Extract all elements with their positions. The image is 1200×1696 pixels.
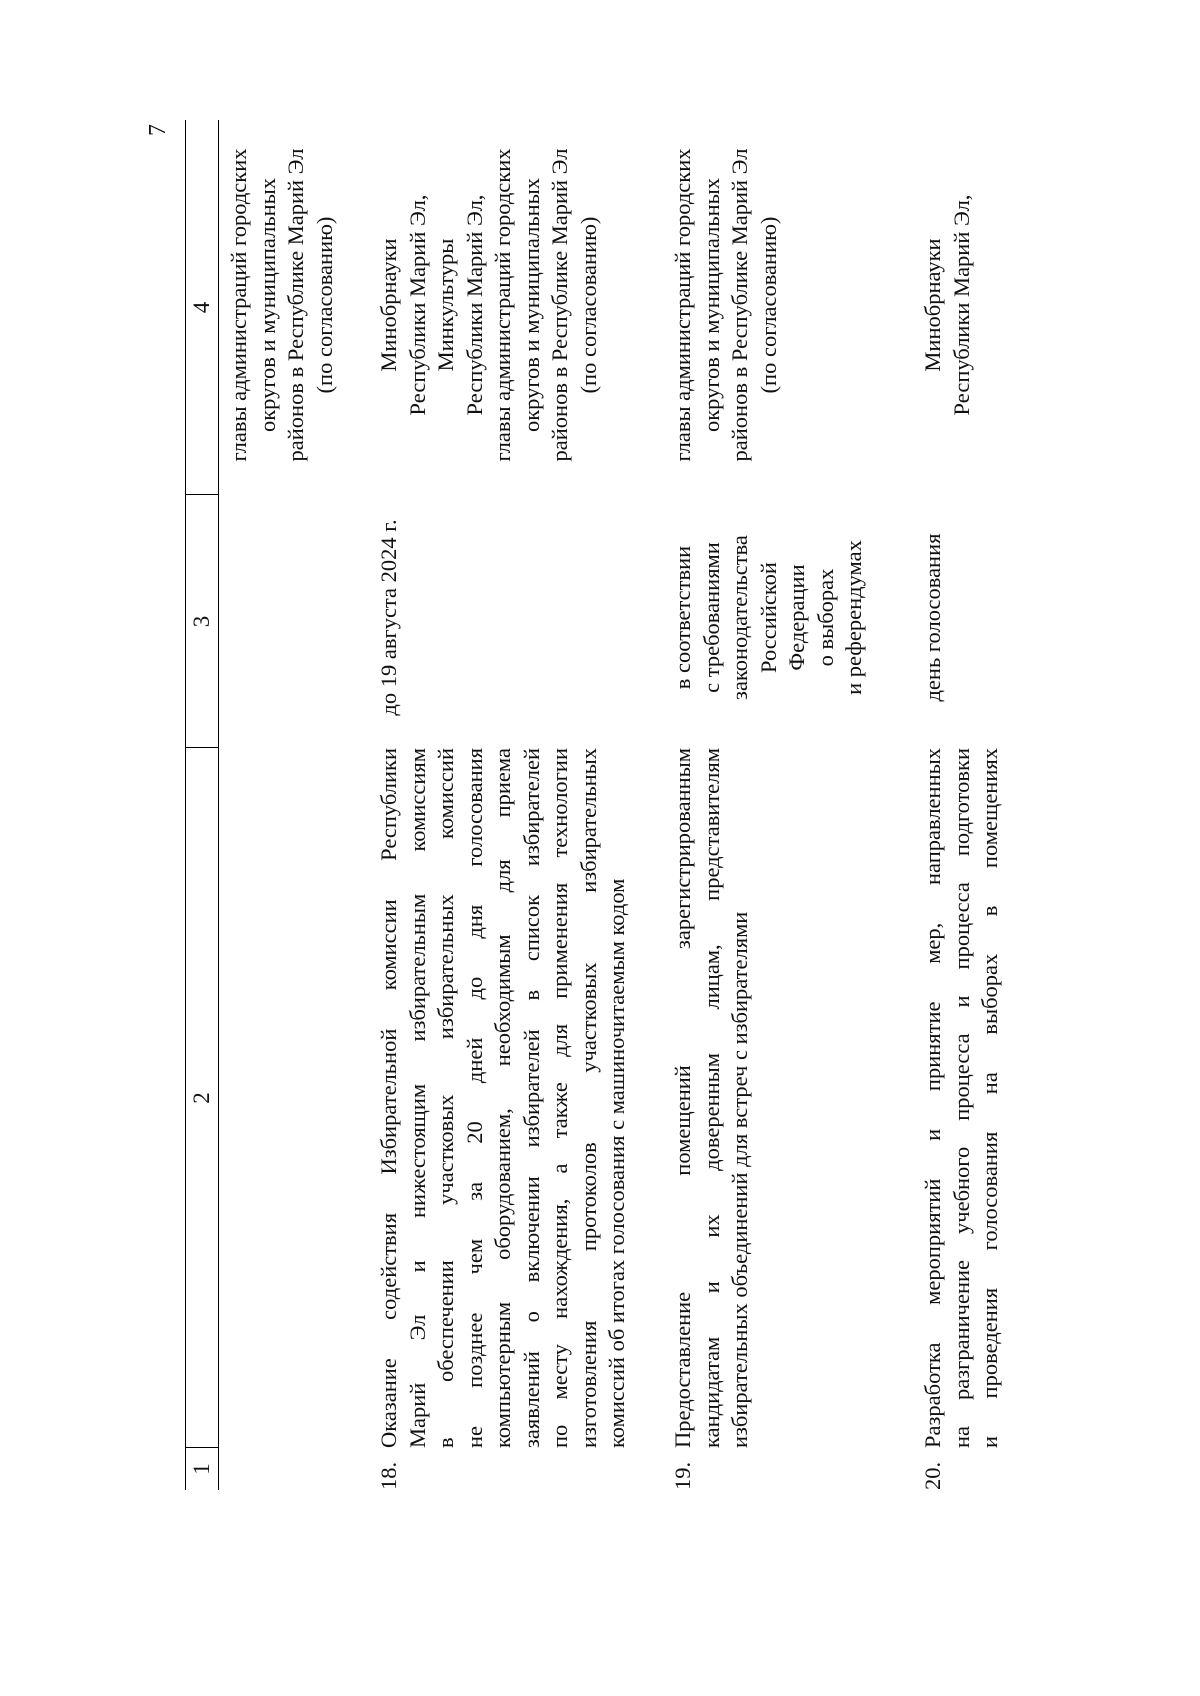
text-line: Оказание содействия Избирательной комиссии Республики (376, 748, 401, 1448)
text-line: в соответствии (670, 545, 695, 690)
text-line: главы администраций городских (490, 148, 515, 462)
text-line: избирательных объединений для встреч с избирателями (727, 911, 752, 1448)
text-line: компьютерным оборудованием, необходимым для приема (490, 748, 515, 1448)
landscape-table (185, 0, 1200, 1490)
row-deadline (375, 495, 404, 740)
row-description (375, 748, 632, 1448)
text-line: законодательства (727, 535, 752, 700)
text-line: районов в Республике Марий Эл (727, 148, 752, 462)
text-line: комиссий об итогах голосования с машиночитаемым кодом (604, 878, 629, 1448)
text-line: Предоставление помещений зарегистрированным (670, 748, 695, 1448)
text-line: Республики Марий Эл, (948, 194, 974, 416)
text-line: Минкультуры (433, 238, 458, 372)
table-header (185, 120, 219, 1490)
page-number: 7 (145, 124, 171, 136)
row-deadline (669, 495, 869, 740)
row-deadline (919, 495, 948, 740)
text-line: в обеспечении участковых избирательных комиссий (433, 748, 458, 1448)
text-line: (по согласованию) (575, 216, 601, 394)
text-line: Республики Марий Эл, (404, 194, 430, 416)
text-line: (по согласованию) (755, 216, 781, 394)
text-line: и проведения голосования на выборах в помещениях (977, 748, 1002, 1448)
row-responsible (375, 120, 603, 490)
text-line: Федерации (784, 564, 809, 671)
row-responsible (919, 120, 976, 490)
text-line: Российской (755, 562, 781, 673)
text-line: до 19 августа 2024 г. (376, 519, 401, 716)
text-line: Марий Эл и нижестоящим избирательным комиссиям (404, 748, 430, 1448)
text-line: Разработка мероприятий и принятие мер, направленных (920, 748, 945, 1448)
text-line: Республики Марий Эл, (461, 194, 487, 416)
text-line: округов и муниципальных (254, 178, 280, 432)
row-responsible (225, 120, 339, 490)
text-line: районов в Республике Марий Эл (547, 148, 572, 462)
text-line: районов в Республике Марий Эл (283, 148, 308, 462)
text-line: главы администраций городских (226, 148, 251, 462)
header-col-4: 4 (189, 301, 214, 314)
header-col-2: 2 (186, 747, 218, 1448)
text-line: на разграничение учебного процесса и процесса подготовки (948, 748, 974, 1448)
text-line: Минобрнауки (920, 238, 945, 372)
row-number: 19. (670, 1461, 695, 1490)
text-line: по месту нахождения, а также для применения технологии (547, 748, 572, 1448)
text-line: изготовления протоколов участковых избирательных (575, 748, 601, 1448)
header-col-3: 3 (186, 494, 218, 748)
text-line: округов и муниципальных (698, 178, 724, 432)
text-line: с требованиями (698, 542, 724, 693)
row-description (669, 748, 755, 1448)
row-responsible (669, 120, 783, 490)
text-line: и референдумах (841, 540, 866, 695)
text-line: заявлений о включении избирателей в список избирателей (518, 748, 544, 1448)
row-number: 18. (376, 1461, 401, 1490)
header-col-1: 1 (186, 1447, 218, 1490)
row-description (919, 748, 1005, 1448)
text-line: не позднее чем за 20 дней до дня голосования (461, 748, 487, 1448)
text-line: (по согласованию) (311, 216, 337, 394)
text-line: о выборах (812, 568, 838, 667)
row-number: 20. (920, 1461, 945, 1490)
text-line: главы администраций городских (670, 148, 695, 462)
text-line: Минобрнауки (376, 238, 401, 372)
text-line: кандидатам и их доверенным лицам, представителям (698, 748, 724, 1448)
text-line: округов и муниципальных (518, 178, 544, 432)
text-line: день голосования (920, 533, 945, 702)
